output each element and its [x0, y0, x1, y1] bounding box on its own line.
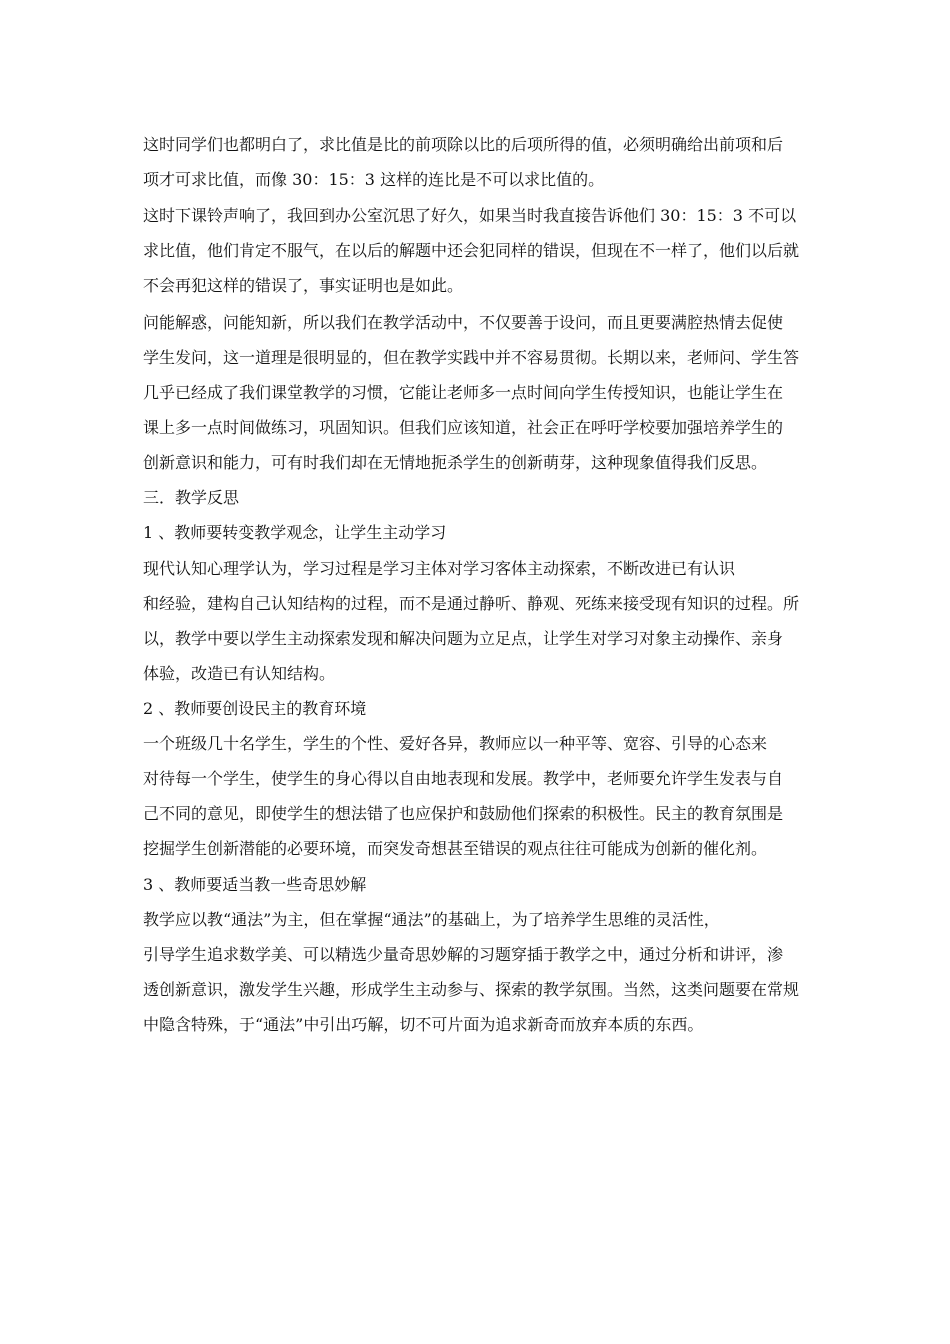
text-line: 引导学生追求数学美、可以精选少量奇思妙解的习题穿插于教学之中，通过分析和讲评，渗	[143, 945, 784, 964]
text-line: 教学应以教“通法”为主，但在掌握“通法”的基础上，为了培养学生思维的灵活性，	[143, 910, 720, 929]
text-line: 体验，改造已有认知结构。	[143, 664, 336, 683]
text-line: 对待每一个学生，使学生的身心得以自由地表现和发展。教学中，老师要允许学生发表与自	[143, 769, 784, 788]
text-line: 创新意识和能力，可有时我们却在无情地扼杀学生的创新萌芽，这种现象值得我们反思。	[143, 453, 768, 472]
text-line: 几乎已经成了我们课堂教学的习惯，它能让老师多一点时间向学生传授知识，也能让学生在	[143, 383, 784, 402]
text-line: 求比值，他们肯定不服气，在以后的解题中还会犯同样的错误，但现在不一样了，他们以后就	[143, 241, 800, 260]
text-line: 现代认知心理学认为，学习过程是学习主体对学习客体主动探索，不断改进已有认识	[143, 559, 736, 578]
section-heading: 三．教学反思	[143, 488, 240, 507]
subsection-heading: 3 、教师要适当教一些奇思妙解	[143, 875, 367, 894]
text-line: 课上多一点时间做练习，巩固知识。但我们应该知道，社会正在呼吁学校要加强培养学生的	[143, 418, 784, 437]
text-line: 项才可求比值，而像 30：15：3 这样的连比是不可以求比值的。	[143, 170, 605, 189]
text-line: 这时下课铃声响了，我回到办公室沉思了好久，如果当时我直接告诉他们 30：15：3 不可以	[143, 206, 797, 225]
text-line: 己不同的意见，即使学生的想法错了也应保护和鼓励他们探索的积极性。民主的教育氛围是	[143, 804, 784, 823]
text-line: 学生发问，这一道理是很明显的，但在教学实践中并不容易贯彻。长期以来，老师问、学生答	[143, 348, 800, 367]
text-line: 透创新意识，激发学生兴趣，形成学生主动参与、探索的教学氛围。当然，这类问题要在常规	[143, 980, 800, 999]
subsection-heading: 1 、教师要转变教学观念，让学生主动学习	[143, 523, 447, 542]
text-line: 中隐含特殊，于“通法”中引出巧解，切不可片面为追求新奇而放弃本质的东西。	[143, 1015, 704, 1034]
text-line: 问能解惑，问能知新，所以我们在教学活动中，不仅要善于设问，而且更要满腔热情去促使	[143, 313, 784, 332]
text-line: 以，教学中要以学生主动探索发现和解决问题为立足点，让学生对学习对象主动操作、亲身	[143, 629, 784, 648]
text-line: 挖掘学生创新潜能的必要环境，而突发奇想甚至错误的观点往往可能成为创新的催化剂。	[143, 839, 768, 858]
text-line: 一个班级几十名学生，学生的个性、爱好各异，教师应以一种平等、宽容、引导的心态来	[143, 734, 768, 753]
subsection-heading: 2 、教师要创设民主的教育环境	[143, 699, 367, 718]
text-line: 这时同学们也都明白了，求比值是比的前项除以比的后项所得的值，必须明确给出前项和后	[143, 135, 784, 154]
text-line: 和经验，建构自己认知结构的过程，而不是通过静听、静观、死练来接受现有知识的过程。所	[143, 594, 800, 613]
text-line: 不会再犯这样的错误了，事实证明也是如此。	[143, 276, 464, 295]
